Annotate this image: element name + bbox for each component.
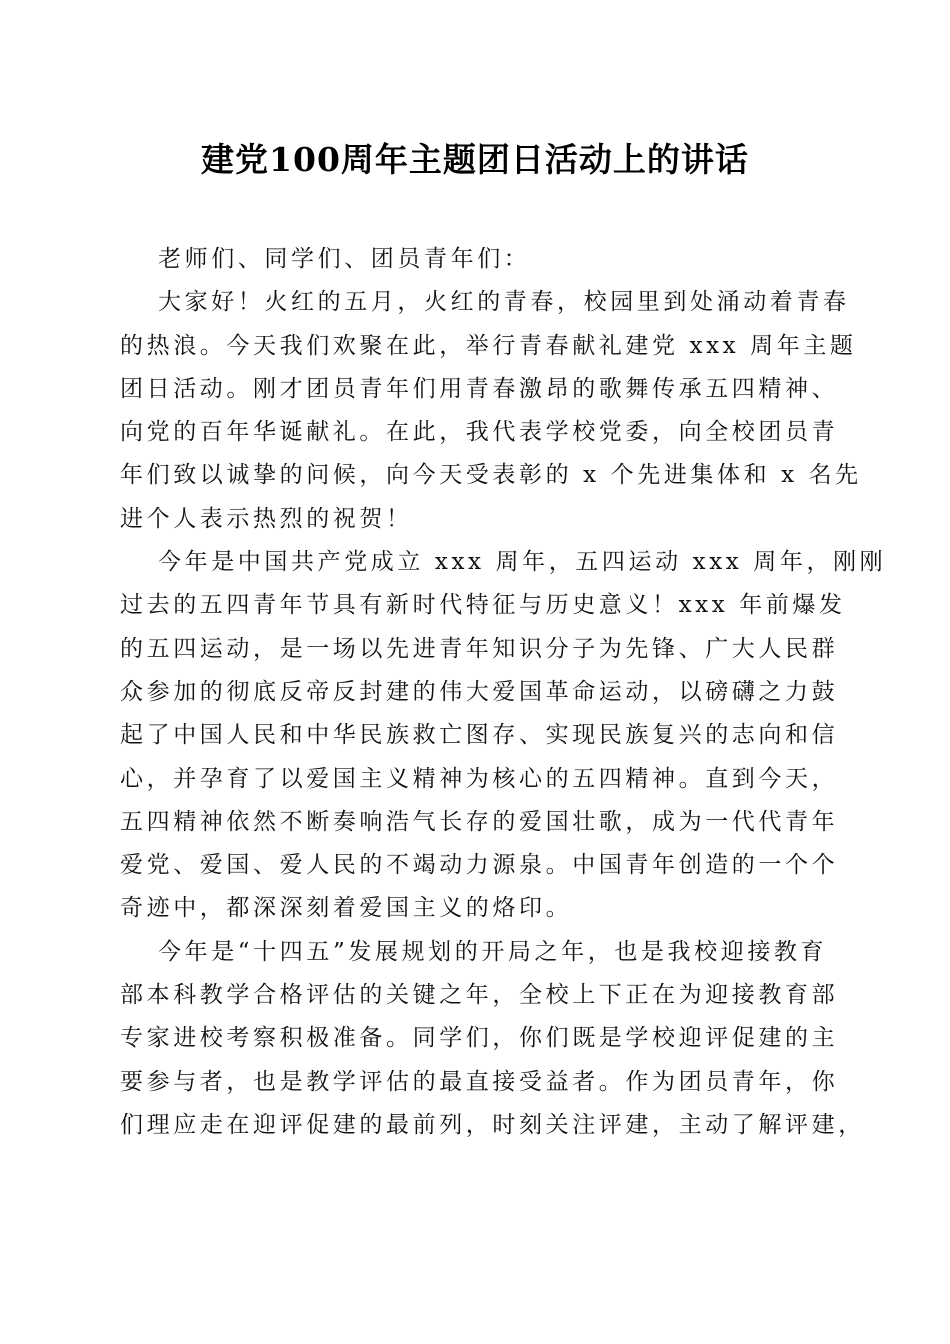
paragraph-line: 今年是中国共产党成立 xxx 周年，五四运动 xxx 周年，刚刚	[158, 549, 887, 576]
paragraph-line: 的五四运动，是一场以先进青年知识分子为先锋、广大人民群	[120, 635, 839, 662]
document-title: 建党100周年主题团日活动上的讲话	[201, 140, 749, 179]
document-body	[120, 238, 887, 1147]
salutation-line: 老师们、同学们、团员青年们：	[158, 246, 531, 272]
paragraph-line: 团日活动。刚才团员青年们用青春激昂的歌舞传承五四精神、	[120, 375, 839, 402]
paragraph-line: 众参加的彻底反帝反封建的伟大爱国革命运动，以磅礴之力鼓	[120, 678, 839, 705]
salutation	[120, 238, 830, 281]
paragraph-line: 们理应走在迎评促建的最前列，时刻关注评建，主动了解评建，	[120, 1111, 865, 1138]
paragraph-line: 要参与者，也是教学评估的最直接受益者。作为团员青年，你	[120, 1068, 839, 1095]
paragraph-line: 五四精神依然不断奏响浩气长存的爱国壮歌，成为一代代青年	[120, 808, 839, 835]
paragraph-line: 爱党、爱国、爱人民的不竭动力源泉。中国青年创造的一个个	[120, 852, 839, 879]
paragraph-line: 今年是“十四五”发展规划的开局之年，也是我校迎接教育	[158, 938, 828, 965]
paragraph-line: 部本科教学合格评估的关键之年，全校上下正在为迎接教育部	[120, 982, 839, 1009]
paragraph-1	[120, 281, 862, 541]
paragraph-line: 心，并孕育了以爱国主义精神为核心的五四精神。直到今天，	[120, 765, 839, 792]
paragraph-line: 专家进校考察积极准备。同学们，你们既是学校迎评促建的主	[120, 1025, 839, 1052]
paragraph-line: 奇迹中，都深深刻着爱国主义的烙印。	[120, 895, 573, 922]
paragraph-line: 的热浪。今天我们欢聚在此，举行青春献礼建党 xxx 周年主题	[120, 332, 857, 359]
paragraph-line: 向党的百年华诞献礼。在此，我代表学校党委，向全校团员青	[120, 419, 839, 446]
paragraph-line: 进个人表示热烈的祝贺！	[120, 505, 413, 532]
paragraph-line: 年们致以诚挚的问候，向今天受表彰的 x 个先进集体和 x 名先	[120, 462, 862, 489]
paragraph-3	[120, 931, 865, 1147]
paragraph-line: 大家好！火红的五月，火红的青春，校园里到处涌动着青春	[158, 289, 850, 316]
paragraph-line: 过去的五四青年节具有新时代特征与历史意义！xxx 年前爆发	[120, 592, 846, 619]
paragraph-2	[120, 541, 887, 931]
paragraph-line: 起了中国人民和中华民族救亡图存、实现民族复兴的志向和信	[120, 722, 839, 749]
